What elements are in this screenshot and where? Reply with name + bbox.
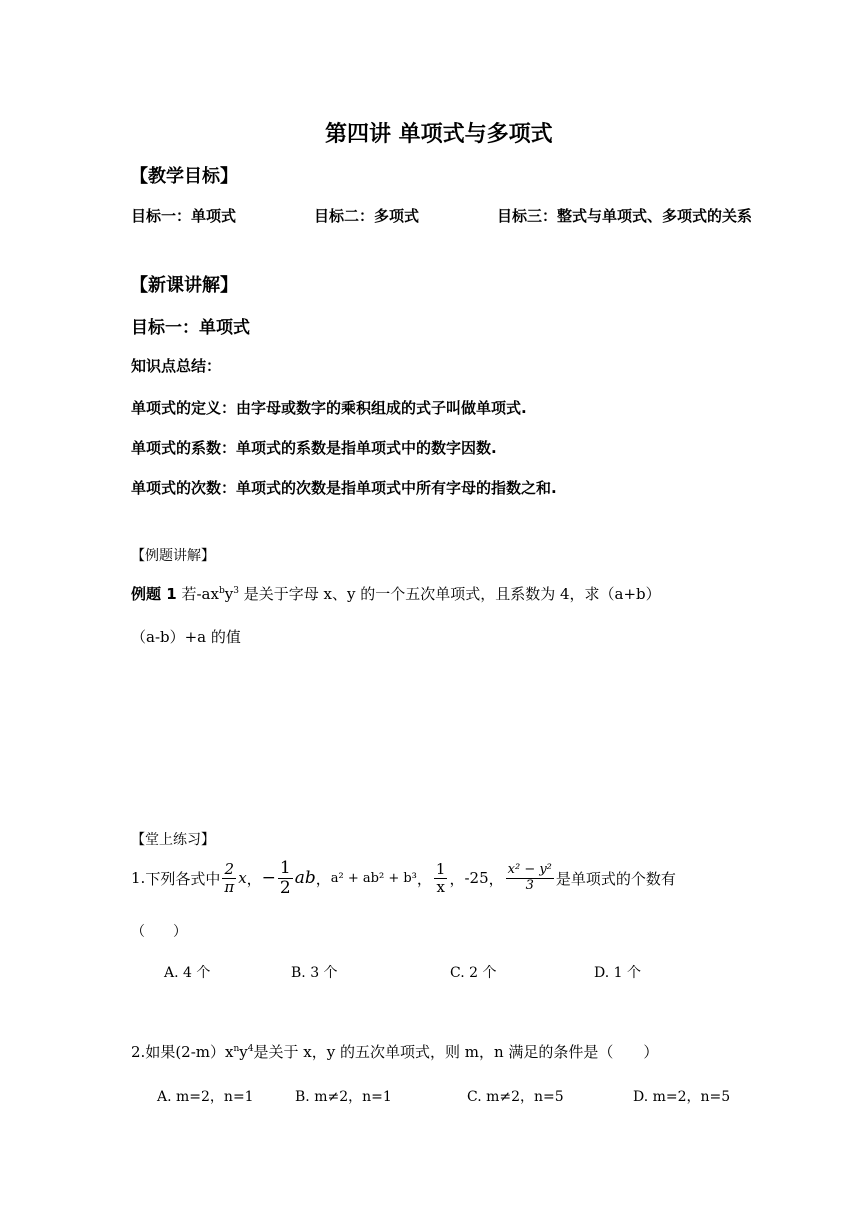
q1-frac1 [222,861,236,895]
q1-frac2-var: ab [294,868,316,888]
example-1 [131,583,661,604]
goal-3: 目标三：整式与单项式、多项式的关系 [497,207,753,225]
summary-label: 知识点总结： [131,357,222,375]
q1-frac1-num: 2 [222,861,236,879]
practice-heading: 【堂上练习】 [131,832,215,848]
q1-poly: a² + ab² + b³ [330,870,417,886]
q2-option-b: B. m≠2，n=1 [295,1089,392,1105]
q1-suffix: 是单项式的个数有 [555,869,676,888]
q2-var1: x [225,1043,234,1061]
new-lesson-heading: 【新课讲解】 [130,275,238,296]
q1-frac1-var: x [238,869,247,887]
example-expr-exp2: 3 [233,586,239,596]
knowledge-point-definition: 单项式的定义：由字母或数字的乘积组成的式子叫做单项式. [131,399,527,417]
q1-option-b: B. 3 个 [291,965,338,981]
q2-exp1: n [233,1044,240,1054]
q1-answer-paren: （ ） [131,924,187,940]
q1-frac4-den: 3 [525,877,534,893]
example-prefix: 若 [181,585,197,603]
q1-frac2 [278,859,293,897]
example-expr-exp1: b [218,586,225,596]
knowledge-point-coefficient: 单项式的系数：单项式的系数是指单项式中的数字因数. [131,439,497,457]
q1-frac1-den: π [224,877,235,896]
q1-option-c: C. 2 个 [450,965,497,981]
q1-option-a: A. 4 个 [164,965,211,981]
example-expr-var2: y [224,585,234,603]
q2-prefix: 如果(2-m） [145,1043,226,1061]
q1-prefix: 下列各式中 [145,869,221,888]
page-title: 第四讲 单项式与多项式 [325,122,553,147]
q2-var2: y [239,1043,248,1061]
example-1-line2: （a-b）+a 的值 [131,628,241,646]
q1-frac3-num: 1 [435,860,446,878]
question-2 [131,1041,658,1062]
q1-frac4-num: x² − y² [507,862,552,878]
question-1: 1. 下列各式中 $\frac{2}{\pi}$ x ， − $\frac{1}{2}$ ab ， a² + ab² + b³ ， $\frac{1}{x}$ ， -25 ， $\frac{\text{x² − y²}}{3}$ 是单项式的个数有 [131,857,676,898]
example-expr-base: -ax [196,585,219,603]
knowledge-point-degree: 单项式的次数：单项式的次数是指单项式中所有字母的指数之和. [131,479,557,497]
q1-frac3-den: x [436,877,445,896]
q1-frac2-num: 1 [279,857,291,878]
teaching-goals-heading: 【教学目标】 [130,166,238,187]
q1-frac2-den: 2 [279,877,291,898]
q1-neg: − [261,868,276,888]
goal-1: 目标一：单项式 [131,207,237,225]
q2-number: 2. [131,1043,146,1061]
goal-2: 目标二：多项式 [314,207,420,225]
q2-exp2: 4 [247,1044,254,1054]
q1-number: 1. [131,869,146,887]
q1-frac3 [434,861,448,895]
q1-option-d: D. 1 个 [594,965,641,981]
q2-suffix: 是关于 x，y 的五次单项式，则 m，n 满足的条件是（ ） [253,1043,659,1061]
q2-option-c: C. m≠2，n=5 [467,1089,564,1105]
example-label: 例题 1 [131,585,177,603]
q2-option-a: A. m=2，n=1 [157,1089,254,1105]
examples-heading: 【例题讲解】 [131,548,215,564]
q1-neg25: -25 [464,869,489,887]
example-suffix: 是关于字母 x、y 的一个五次单项式，且系数为 4，求（a+b） [243,585,661,603]
q1-frac4 [506,863,554,893]
q2-option-d: D. m=2，n=5 [633,1089,731,1105]
new-lesson-subheading: 目标一：单项式 [131,318,250,338]
